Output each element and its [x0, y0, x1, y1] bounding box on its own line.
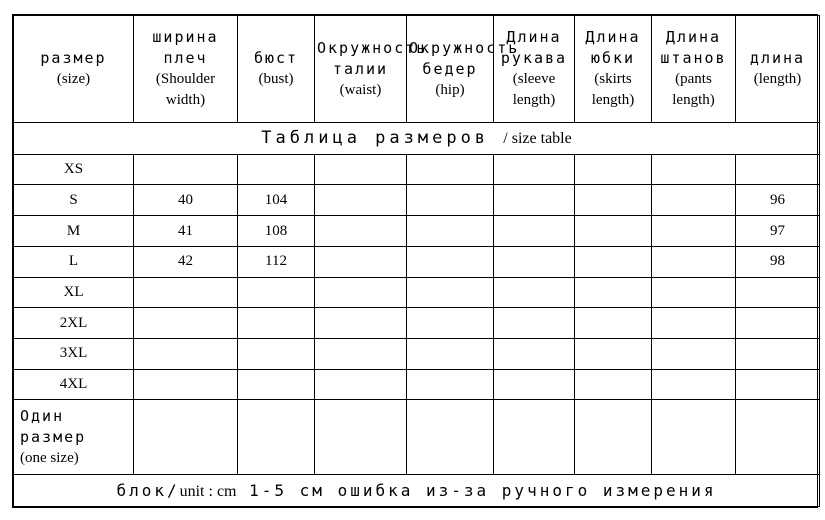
cell-pants [652, 246, 736, 277]
footer-note [14, 475, 820, 507]
table-row [14, 154, 820, 185]
cell-waist [315, 339, 407, 370]
table-row [14, 216, 820, 247]
cell-length [736, 308, 820, 339]
size-label: 2XL [14, 308, 134, 339]
title-ru: Таблица размеров [261, 128, 490, 149]
cell-skirt [575, 154, 652, 185]
size-label: 3XL [14, 339, 134, 370]
table-row [14, 339, 820, 370]
cell-length [736, 400, 820, 475]
cell-skirt [575, 246, 652, 277]
cell-sleeve [494, 369, 575, 400]
footer-row [14, 475, 820, 507]
cell-sleeve [494, 246, 575, 277]
header-waist [315, 16, 428, 123]
footer-ru-prefix: блок/ [116, 480, 180, 500]
header-ru: Окружность талии [317, 38, 428, 78]
header-hip [407, 16, 520, 123]
header-size [14, 16, 134, 123]
table-row [14, 369, 820, 400]
cell-pants [652, 154, 736, 185]
cell-waist [315, 277, 407, 308]
header-ru: ширина плеч [152, 28, 219, 67]
cell-sleeve [494, 308, 575, 339]
header-row [14, 16, 820, 123]
cell-shoulder [134, 339, 238, 370]
cell-bust [238, 400, 315, 475]
cell-bust [238, 369, 315, 400]
size-label: XS [14, 154, 134, 185]
cell-skirt [575, 339, 652, 370]
cell-pants [652, 369, 736, 400]
table-row [14, 246, 820, 277]
cell-skirt [575, 216, 652, 247]
size-chart [12, 14, 818, 508]
header-en: (Shoulder width) [155, 71, 216, 108]
header-ru: размер [40, 49, 107, 67]
cell-sleeve [494, 154, 575, 185]
cell-shoulder [134, 308, 238, 339]
title-en: / size table [503, 130, 572, 148]
cell-sleeve [494, 216, 575, 247]
cell-waist [315, 185, 407, 216]
cell-sleeve [494, 400, 575, 475]
header-length [736, 16, 820, 123]
cell-skirt [575, 185, 652, 216]
cell-bust [238, 277, 315, 308]
size-table [13, 15, 820, 507]
header-skirt [575, 16, 652, 123]
cell-pants [652, 339, 736, 370]
cell-bust [238, 339, 315, 370]
header-ru: бюст [253, 49, 299, 67]
cell-hip [407, 369, 494, 400]
size-label: L [14, 246, 134, 277]
cell-length: 96 [736, 185, 820, 216]
size-label: XL [14, 277, 134, 308]
cell-length [736, 369, 820, 400]
size-label: 4XL [14, 369, 134, 400]
cell-waist [315, 154, 407, 185]
header-en: (size) [56, 71, 91, 87]
cell-pants [652, 400, 736, 475]
cell-bust: 108 [238, 216, 315, 247]
cell-waist [315, 246, 407, 277]
cell-length: 97 [736, 216, 820, 247]
header-sleeve [494, 16, 575, 123]
table-row [14, 277, 820, 308]
cell-sleeve [494, 185, 575, 216]
table-row [14, 308, 820, 339]
cell-skirt [575, 369, 652, 400]
cell-length: 98 [736, 246, 820, 277]
cell-waist [315, 308, 407, 339]
footer-ru-suffix: 1-5 см ошибка из-за ручного измерения [249, 480, 717, 500]
cell-hip [407, 339, 494, 370]
header-en: (sleeve length) [512, 71, 556, 108]
cell-pants [652, 216, 736, 247]
cell-pants [652, 185, 736, 216]
cell-hip [407, 277, 494, 308]
header-en: (hip) [435, 81, 465, 98]
cell-hip [407, 216, 494, 247]
size-label: M [14, 216, 134, 247]
cell-waist [315, 400, 407, 475]
one-size-en: (one size) [20, 449, 79, 466]
header-en: (pants length) [672, 71, 715, 108]
cell-length [736, 277, 820, 308]
header-ru: длина [749, 49, 806, 67]
cell-shoulder [134, 400, 238, 475]
header-ru: Окружность бедер [409, 38, 520, 78]
header-en: (length) [753, 71, 802, 87]
size-label: S [14, 185, 134, 216]
cell-pants [652, 277, 736, 308]
table-row-one-size [14, 400, 820, 475]
cell-bust: 112 [238, 246, 315, 277]
title-row [14, 123, 820, 155]
cell-shoulder [134, 154, 238, 185]
one-size-ru: Один размер [20, 406, 87, 446]
cell-hip [407, 185, 494, 216]
header-ru: Длина рукава [500, 28, 568, 67]
footer-unit: unit : cm [179, 482, 237, 500]
header-en: (skirts length) [591, 71, 635, 108]
table-row [14, 185, 820, 216]
header-ru: Длина юбки [585, 28, 641, 67]
cell-hip [407, 308, 494, 339]
header-bust [238, 16, 315, 123]
cell-shoulder [134, 277, 238, 308]
cell-length [736, 154, 820, 185]
header-ru: Длина штанов [660, 28, 727, 67]
cell-hip [407, 154, 494, 185]
cell-skirt [575, 400, 652, 475]
cell-skirt [575, 277, 652, 308]
cell-pants [652, 308, 736, 339]
table-title [14, 123, 820, 155]
header-shoulder [134, 16, 238, 123]
cell-shoulder: 41 [134, 216, 238, 247]
cell-hip [407, 400, 494, 475]
header-en: (bust) [258, 71, 294, 87]
cell-bust [238, 154, 315, 185]
cell-sleeve [494, 277, 575, 308]
cell-length [736, 339, 820, 370]
cell-shoulder: 42 [134, 246, 238, 277]
cell-waist [315, 216, 407, 247]
cell-waist [315, 369, 407, 400]
size-label-one-size [14, 400, 134, 475]
cell-hip [407, 246, 494, 277]
cell-shoulder [134, 369, 238, 400]
header-en: (waist) [339, 81, 382, 98]
cell-shoulder: 40 [134, 185, 238, 216]
header-pants [652, 16, 736, 123]
cell-bust: 104 [238, 185, 315, 216]
cell-bust [238, 308, 315, 339]
cell-skirt [575, 308, 652, 339]
cell-sleeve [494, 339, 575, 370]
